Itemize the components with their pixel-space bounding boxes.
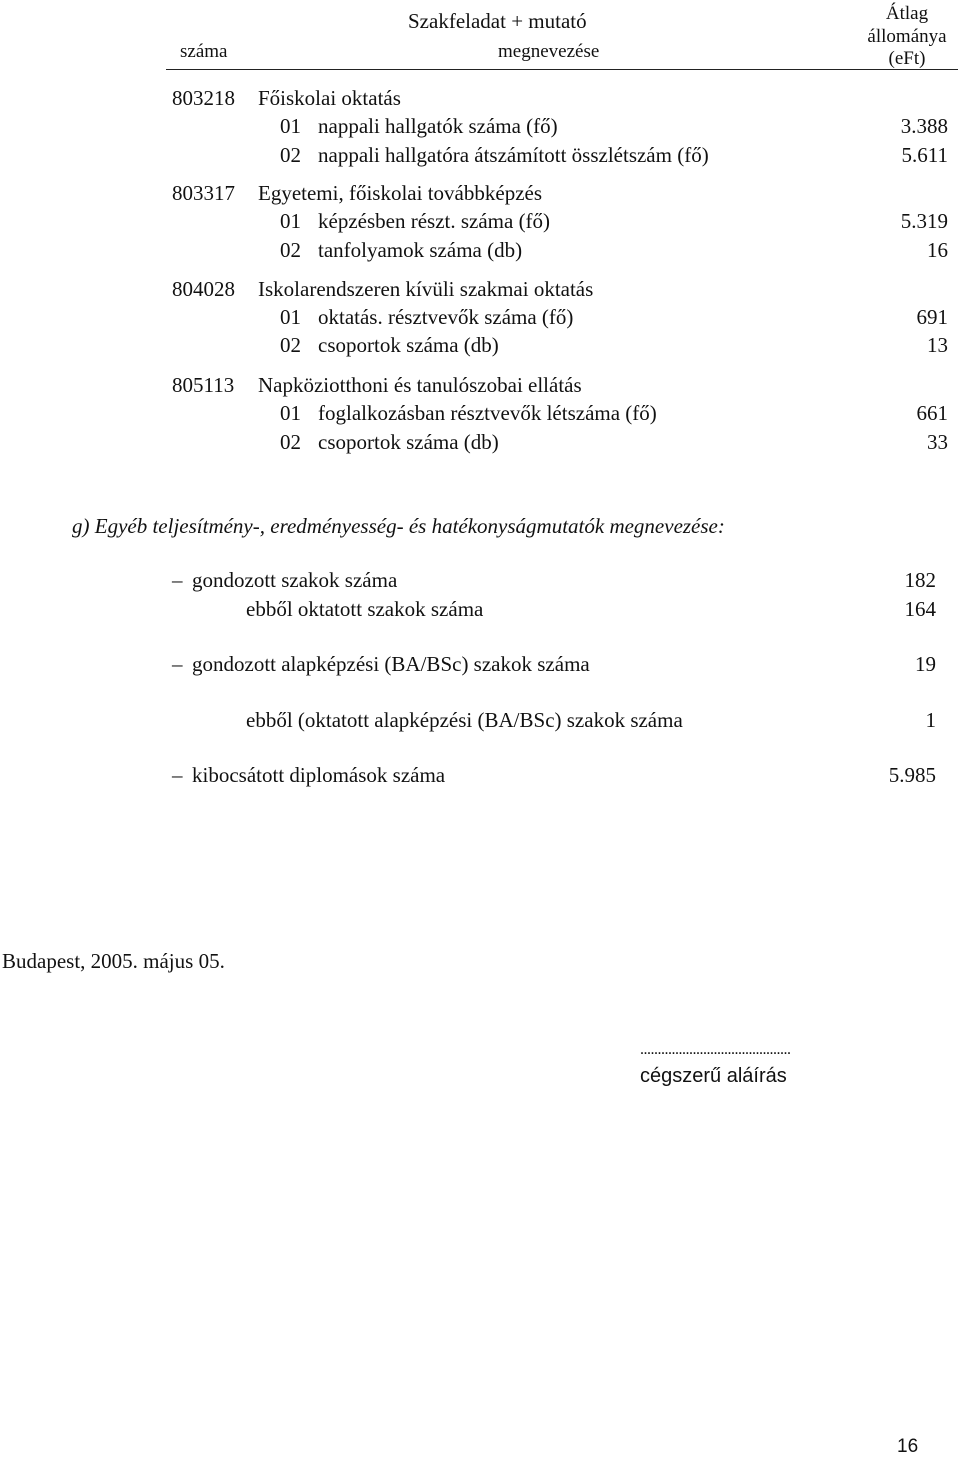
section-code: 803317 xyxy=(172,181,235,205)
item-num: 02 xyxy=(280,333,301,357)
item-num: 02 xyxy=(280,143,301,167)
item-value: 691 xyxy=(916,305,948,329)
col-title-line2: megnevezése xyxy=(498,41,600,62)
item-num: 02 xyxy=(280,430,301,454)
item-label: nappali hallgatók száma (fő) xyxy=(318,114,558,138)
place-date: Budapest, 2005. május 05. xyxy=(2,949,225,973)
header-rule xyxy=(166,69,958,70)
section-code: 803218 xyxy=(172,86,235,110)
item-num: 01 xyxy=(280,401,301,425)
item-value: 3.388 xyxy=(900,114,948,138)
item-label: foglalkozásban résztvevők létszáma (fő) xyxy=(318,401,657,425)
dash-bullet: – xyxy=(172,568,183,592)
col-title-line1: Szakfeladat + mutató xyxy=(408,9,587,33)
performance-heading: g) Egyéb teljesítmény-, eredményesség- és hatékonyságmutatók megnevezése: xyxy=(72,514,725,538)
perf-value: 182 xyxy=(904,568,936,592)
section-code: 805113 xyxy=(172,373,235,397)
perf-label: kibocsátott diplomások száma xyxy=(192,763,446,787)
item-num: 01 xyxy=(280,305,301,329)
perf-label: ebből (oktatott alapképzési (BA/BSc) szakok száma xyxy=(246,708,683,732)
item-value: 661 xyxy=(916,401,948,425)
item-label: képzésben részt. száma (fő) xyxy=(318,209,551,233)
section-title: Iskolarendszeren kívüli szakmai oktatás xyxy=(258,277,594,301)
item-label: nappali hallgatóra átszámított összlétszám (fő) xyxy=(318,143,709,167)
item-value: 13 xyxy=(927,333,948,357)
section-title: Főiskolai oktatás xyxy=(258,86,401,110)
signature-line: ........................................... xyxy=(640,1041,791,1058)
perf-value: 164 xyxy=(904,597,936,621)
item-num: 01 xyxy=(280,114,301,138)
item-num: 02 xyxy=(280,238,301,262)
item-num: 01 xyxy=(280,209,301,233)
section-code: 804028 xyxy=(172,277,235,301)
perf-value: 5.985 xyxy=(888,763,936,787)
section-title: Napköziotthoni és tanulószobai ellátás xyxy=(258,373,582,397)
col-value-line3: (eFt) xyxy=(888,48,926,69)
dash-bullet: – xyxy=(172,652,183,676)
perf-label: ebből oktatott szakok száma xyxy=(246,597,484,621)
item-value: 33 xyxy=(927,430,948,454)
perf-label: gondozott szakok száma xyxy=(192,568,398,592)
section-title: Egyetemi, főiskolai továbbképzés xyxy=(258,181,543,205)
perf-value: 19 xyxy=(915,652,936,676)
signature-label: cégszerű aláírás xyxy=(640,1065,787,1087)
col-value-line2: állománya xyxy=(867,26,947,47)
col-code-label: száma xyxy=(180,41,228,62)
item-value: 5.611 xyxy=(901,143,948,167)
item-value: 16 xyxy=(927,238,948,262)
item-label: csoportok száma (db) xyxy=(318,430,499,454)
item-label: tanfolyamok száma (db) xyxy=(318,238,523,262)
item-label: csoportok száma (db) xyxy=(318,333,499,357)
item-label: oktatás. résztvevők száma (fő) xyxy=(318,305,574,329)
page-number: 16 xyxy=(897,1436,919,1457)
col-value-line1: Átlag xyxy=(885,3,929,24)
dash-bullet: – xyxy=(172,763,183,787)
perf-label: gondozott alapképzési (BA/BSc) szakok száma xyxy=(192,652,590,676)
perf-value: 1 xyxy=(925,708,936,732)
item-value: 5.319 xyxy=(900,209,948,233)
